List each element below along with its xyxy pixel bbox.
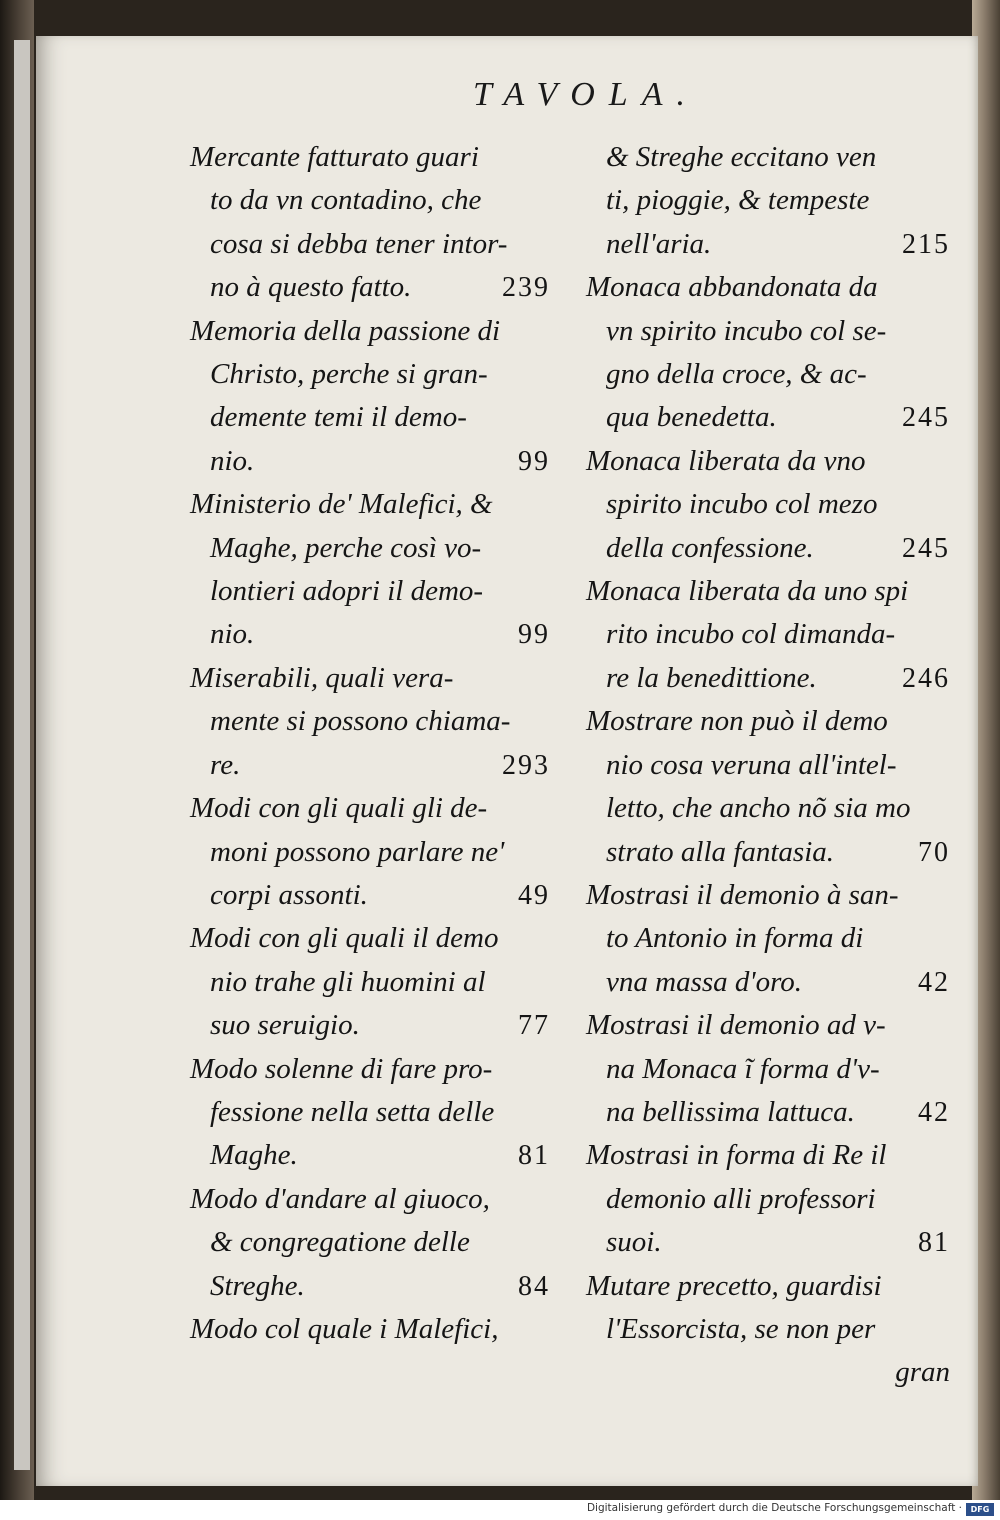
entry-line-text: vna massa d'oro. [606, 965, 803, 998]
entry-line [586, 1221, 950, 1264]
entry-line: nio trahe gli huomini al [210, 965, 486, 998]
entry-line: demente temi il demo- [210, 401, 467, 434]
entry-line [586, 831, 950, 874]
entry-line-text: nio. [210, 444, 255, 477]
entry-line: rito incubo col dimanda- [606, 618, 896, 651]
entry-line [190, 1134, 550, 1177]
footer-credit: Digitalisierung gefördert durch die Deutsche Forschungsgemeinschaft · [586, 1502, 962, 1514]
index-entry [586, 700, 950, 874]
entry-line: Modi con gli quali il demo [190, 922, 499, 955]
entry-line: to da vn contadino, che [210, 184, 482, 217]
entry-line: Mostrasi il demonio ad v- [586, 1009, 886, 1042]
entry-line: na Monaca ĩ forma d'v- [606, 1052, 880, 1085]
digitization-footer [0, 1500, 1000, 1520]
entry-line-text: no à questo fatto. [210, 271, 412, 304]
entry-line-text: na bellissima lattuca. [606, 1095, 855, 1128]
index-entry [190, 917, 550, 1047]
book-page [36, 36, 978, 1486]
index-entry [190, 657, 550, 787]
index-entry [190, 483, 550, 657]
entry-page-number: 42 [918, 1096, 950, 1128]
entry-line [586, 1091, 950, 1134]
entry-line [190, 874, 550, 917]
entry-page-number: 245 [902, 402, 950, 434]
entry-line-text: suo seruigio. [210, 1009, 360, 1042]
entry-line: Maghe, perche così vo- [210, 531, 482, 564]
entry-line [586, 223, 950, 266]
entry-line: Christo, perche si gran- [210, 358, 488, 391]
index-entry [190, 787, 550, 917]
entry-page-number: 293 [502, 749, 550, 781]
index-entry [586, 1265, 950, 1352]
entry-line: ti, pioggie, & tempeste [606, 184, 870, 217]
index-entry [586, 874, 950, 1004]
entry-line: Mostrasi in forma di Re il [586, 1139, 887, 1172]
entry-line: Memoria della passione di [190, 314, 501, 347]
entry-line [190, 1265, 550, 1308]
entry-line: Ministerio de' Malefici, & [190, 488, 493, 521]
entry-line: l'Essorcista, se non per [606, 1312, 876, 1345]
entry-line [586, 657, 950, 700]
entry-line-text: strato alla fantasia. [606, 835, 835, 868]
entry-line [586, 396, 950, 439]
entry-line: Modo col quale i Malefici, [190, 1312, 499, 1345]
entry-line: mente si possono chiama- [210, 705, 511, 738]
entry-line: Mostrasi il demonio à san- [586, 878, 899, 911]
index-entry [190, 136, 550, 310]
entry-page-number: 84 [518, 1270, 550, 1302]
entry-line: nio cosa veruna all'intel- [606, 748, 897, 781]
entry-line: & congregatione delle [210, 1226, 470, 1259]
index-entry [190, 310, 550, 484]
index-entry [190, 1048, 550, 1178]
entry-page-number: 99 [518, 445, 550, 477]
entry-line [190, 1004, 550, 1047]
binding-paper-edge [14, 40, 30, 1470]
entry-page-number: 49 [518, 879, 550, 911]
entry-page-number: 81 [918, 1227, 950, 1259]
entry-line: gno della croce, & ac- [606, 358, 867, 391]
catchword: gran [895, 1356, 950, 1389]
entry-page-number: 77 [518, 1010, 550, 1042]
entry-line: Mostrare non può il demo [586, 705, 888, 738]
entry-line-text: Maghe. [210, 1139, 298, 1172]
entry-page-number: 70 [918, 836, 950, 868]
entry-page-number: 239 [502, 272, 550, 304]
index-entry [190, 1178, 550, 1308]
entry-line: Modo d'andare al giuoco, [190, 1182, 490, 1215]
entry-line: Monaca abbandonata da [586, 271, 878, 304]
index-column-left [190, 136, 550, 1351]
entry-page-number: 42 [918, 966, 950, 998]
index-entry [586, 1134, 950, 1264]
index-entry [586, 1004, 950, 1134]
dfg-logo: DFG [966, 1503, 994, 1516]
entry-line: Monaca liberata da vno [586, 444, 866, 477]
entry-line: Monaca liberata da uno spi [586, 575, 909, 608]
entry-line: moni possono parlare ne' [210, 835, 505, 868]
entry-line-text: qua benedetta. [606, 401, 777, 434]
entry-line: to Antonio in forma di [606, 922, 864, 955]
entry-line: spirito incubo col mezo [606, 488, 878, 521]
entry-line [190, 744, 550, 787]
entry-line: Mercante fatturato guari [190, 141, 479, 173]
entry-line-text: Streghe. [210, 1269, 305, 1302]
entry-line [190, 266, 550, 309]
entry-line-text: re. [210, 748, 241, 781]
index-entry [586, 266, 950, 440]
entry-line-text: nio. [210, 618, 255, 651]
entry-page-number: 215 [902, 228, 950, 260]
entry-line: Mutare precetto, guardisi [586, 1269, 882, 1302]
entry-line: Modo solenne di fare pro- [190, 1052, 493, 1085]
index-entry [586, 136, 950, 266]
entry-line [586, 527, 950, 570]
entry-line [190, 440, 550, 483]
running-head: TAVOLA. [473, 76, 699, 113]
entry-line: fessione nella setta delle [210, 1095, 495, 1128]
entry-line-text: nell'aria. [606, 227, 712, 260]
entry-page-number: 99 [518, 619, 550, 651]
entry-page-number: 246 [902, 662, 950, 694]
entry-line: cosa si debba tener intor- [210, 227, 508, 260]
entry-line: Miserabili, quali vera- [190, 661, 454, 694]
entry-line: letto, che ancho nõ sia mo [606, 792, 911, 825]
entry-line: Modi con gli quali gli de- [190, 792, 488, 825]
entry-page-number: 245 [902, 532, 950, 564]
entry-line: vn spirito incubo col se- [606, 314, 887, 347]
index-entry [586, 570, 950, 700]
entry-line-text: suoi. [606, 1226, 662, 1259]
entry-line-text: re la benedittione. [606, 661, 817, 694]
entry-line-text: della confessione. [606, 531, 814, 564]
index-column-right [586, 136, 950, 1395]
entry-line: lontieri adopri il demo- [210, 575, 484, 608]
index-entry [190, 1308, 550, 1351]
entry-line: demonio alli professori [606, 1182, 876, 1215]
index-entry [586, 440, 950, 570]
entry-line [190, 613, 550, 656]
entry-line: & Streghe eccitano ven [606, 141, 877, 173]
entry-page-number: 81 [518, 1140, 550, 1172]
entry-line [586, 961, 950, 1004]
entry-line-text: corpi assonti. [210, 878, 368, 911]
